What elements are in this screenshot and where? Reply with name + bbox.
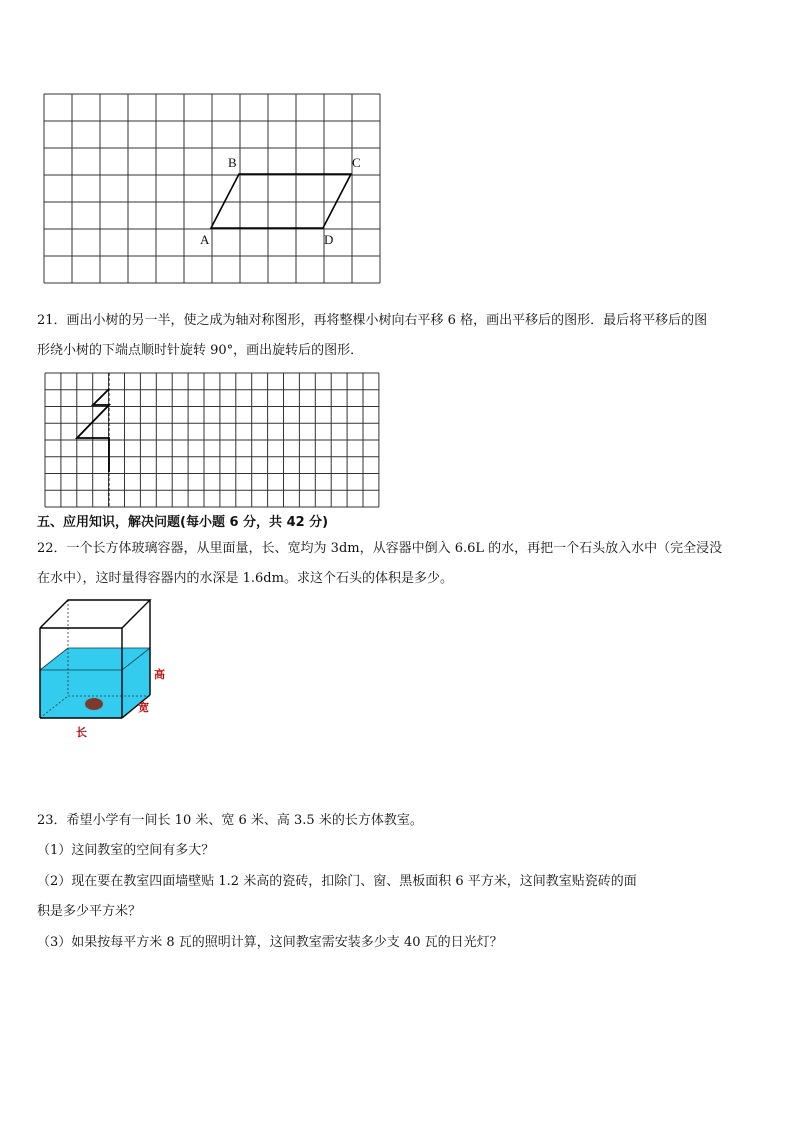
- question-22-line1: 22．一个长方体玻璃容器，从里面量，长、宽均为 3dm，从容器中倒入 6.6L 的水，再把一个石头放入水中（完全浸没: [37, 541, 723, 556]
- stone-icon: [85, 698, 103, 710]
- vertex-label-a: A: [200, 232, 210, 247]
- question-23-sub2-line2: 积是多少平方米？: [37, 904, 142, 919]
- question-23-sub1: （1）这间教室的空间有多大？: [37, 843, 215, 858]
- section-5-title: 五、应用知识，解决问题(每小题 6 分，共 42 分): [37, 515, 329, 530]
- label-length: 长: [76, 726, 87, 739]
- vertex-label-b: B: [228, 155, 237, 170]
- question-21-line1: 21．画出小树的另一半，使之成为轴对称图形，再将整棵小树向右平移 6 格，画出平移后的图形．最后将平移后的图: [37, 313, 708, 328]
- label-height: 高: [154, 668, 165, 681]
- question-22-line2: 在水中），这时量得容器内的水深是 1.6dm。求这个石头的体积是多少。: [37, 571, 453, 586]
- vertex-label-d: D: [324, 232, 334, 247]
- question-23-line1: 23．希望小学有一间长 10 米、宽 6 米、高 3.5 米的长方体教室。: [37, 813, 423, 828]
- label-width: 宽: [138, 701, 149, 714]
- vertex-label-c: C: [352, 155, 361, 170]
- question-23-sub3: （3）如果按每平方米 8 瓦的照明计算，这间教室需安装多少支 40 瓦的日光灯？: [37, 935, 503, 950]
- question-23-sub2-line1: （2）现在要在教室四面墙壁贴 1.2 米高的瓷砖，扣除门、窗、黑板面积 6 平方米，这间教室贴瓷砖的面: [37, 874, 637, 889]
- question-21-line2: 形绕小树的下端点顺时针旋转 90°，画出旋转后的图形．: [37, 343, 364, 358]
